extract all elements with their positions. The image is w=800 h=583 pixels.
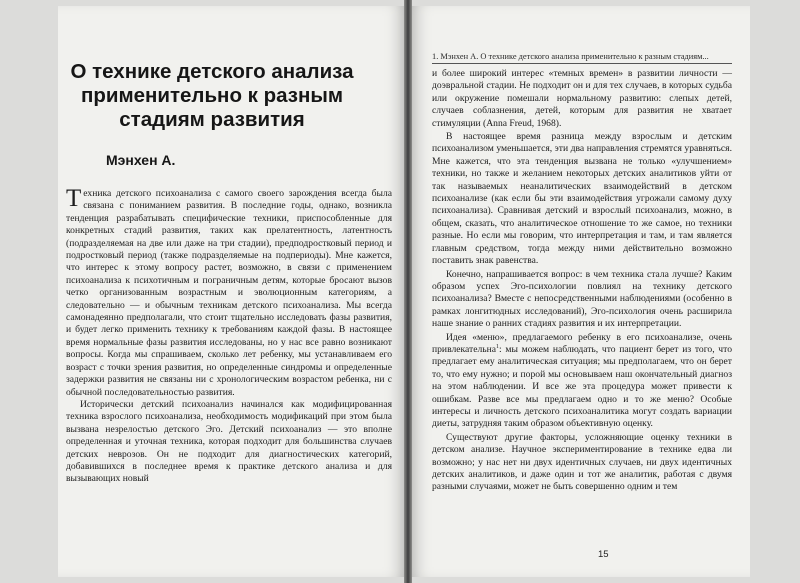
- paragraph: Конечно, напрашивается вопрос: в чем техника стала лучше? Каким образом успех Эго-психологии повлиял на технику детского психоанализа? Вместе с непосредственными наблюдениями (особенно в рамках лонгитюдных исследований), Эго-психология очень расширила наше знание о ранних стадиях развития и их интерпретации.: [432, 268, 732, 330]
- running-head: 1. Мэнхен А. О технике детского анализа применительно к разным стадиям...: [432, 52, 732, 64]
- right-body-text: [432, 68, 732, 495]
- paragraph-text: : мы можем наблюдать, что пациент берет из того, что предлагает ему аналитическая ситуация; мы предполагаем, что он берет то, что ему нужно; и порой мы основываем наш окончательный диагноз на этом наблюдении. И все же эта процедура может привести к ошибкам. Разве все мы предлагаем одно и то же меню? Особые интересы и личность детского психоаналитика могут создать вариации диеты, затрудняя таким образом объективную оценку.: [432, 343, 732, 430]
- paragraph: и более широкий интерес «темных времен» в развитии личности — доэвральной стадии. Не подходит он и для тех случаев, в которых судьба или окружение помешали нормальному развитию: слепых детей, случаев соблазнения, детей, которым для развития не хватает стимуляции (Anna Freud, 1968).: [432, 68, 732, 129]
- right-page: [410, 6, 750, 577]
- left-body-text: [66, 185, 392, 486]
- paragraph: Существуют другие факторы, усложняющие оценку техники в детском анализе. Научное экспериментирование в технике едва ли возможно; у нас нет ни двух идентичных случаев, ни двух идентичных детских аналитиков, и даже один и тот же аналитик, работая с двумя разными случаями, может не быть совершенно одним и тем: [432, 431, 732, 493]
- paragraph: [66, 185, 392, 399]
- article-author: Мэнхен А.: [106, 152, 176, 168]
- footnote-mark: 1: [496, 343, 500, 350]
- article-title: О технике детского анализа применительно к разным стадиям развития: [70, 60, 354, 131]
- paragraph: [432, 332, 732, 431]
- page-number: 15: [598, 549, 609, 560]
- paragraph-text: Идея «меню», предлагаемого ребенку в его психоанализе, очень привлекательна: [432, 331, 732, 355]
- paragraph: Исторически детский психоанализ начинался как модифицированная техника взрослого психоанализа, необходимость модификаций при этом была вызвана незрелостью детского Эго. Детский психоанализ — это вполне определенная и уточная техника, которая подходит для большинства случаев детских неврозов. Он не подходит для диагностических категорий, добавившихся в последнее время к практике детского анализа и для вызывающих новый: [66, 398, 392, 485]
- book-gutter: [404, 0, 412, 583]
- drop-cap: Т: [66, 185, 82, 212]
- paragraph-text: ехника детского психоанализа с самого своего зарождения всегда была связана с пониманием развития. В последние годы, однако, возникла тенденция разрабатывать специфические техники, приспособленные для конкретных стадий развития, таких как прелатентность, латентность (подразделяемая на две или даже на три стадии), предподростковый период и подростковый период (также подразделяемые на подпериоды). Мне кажется, что интерес к этому вопросу растет, возможно, в связи с применением психоанализа к психотичным и пограничным детям, которые бросают вызов четко организованным возрастным и эволюционным категориям, а следовательно — и обычным техникам детского психоанализа. Мы всегда самонадеянно предполагали, что стоит тщательно исследовать фазы развития, и будет легко применить технику к требованиям каждой фазы. В настоящее время нормальные фазы развития исследованы, но у нас все равно возникают вопросы. Когда мы спрашиваем, сколько лет ребенку, мы устанавливаем его возраст с точки зрения развития, но определенные синдромы и определенные задержки развития не связаны ни с хронологическим возрастом ребенка, ни с обычной последовательностью развития.: [66, 188, 392, 398]
- left-page: [58, 6, 406, 577]
- paragraph: В настоящее время разница между взрослым и детским психоанализом уменьшается, эти два направления стремятся уравняться. Мне кажется, что эта тенденция вызвана не только «улучшением» техники, но также и желанием некоторых детских аналитиков уйти от так называемых неаналитических взаимодействий в детском психоанализе (как если бы эти взаимодействия угрожали самому духу психоанализа). Сравнивая детский и взрослый психоанализ, можно, в общем, сказать, что аналитическое отношение то же самое, но техники разные. Но если мы говорим, что интерпретация и там, и там является главным средством, тогда между ними действительно возможно поставить знак равенства.: [432, 131, 732, 267]
